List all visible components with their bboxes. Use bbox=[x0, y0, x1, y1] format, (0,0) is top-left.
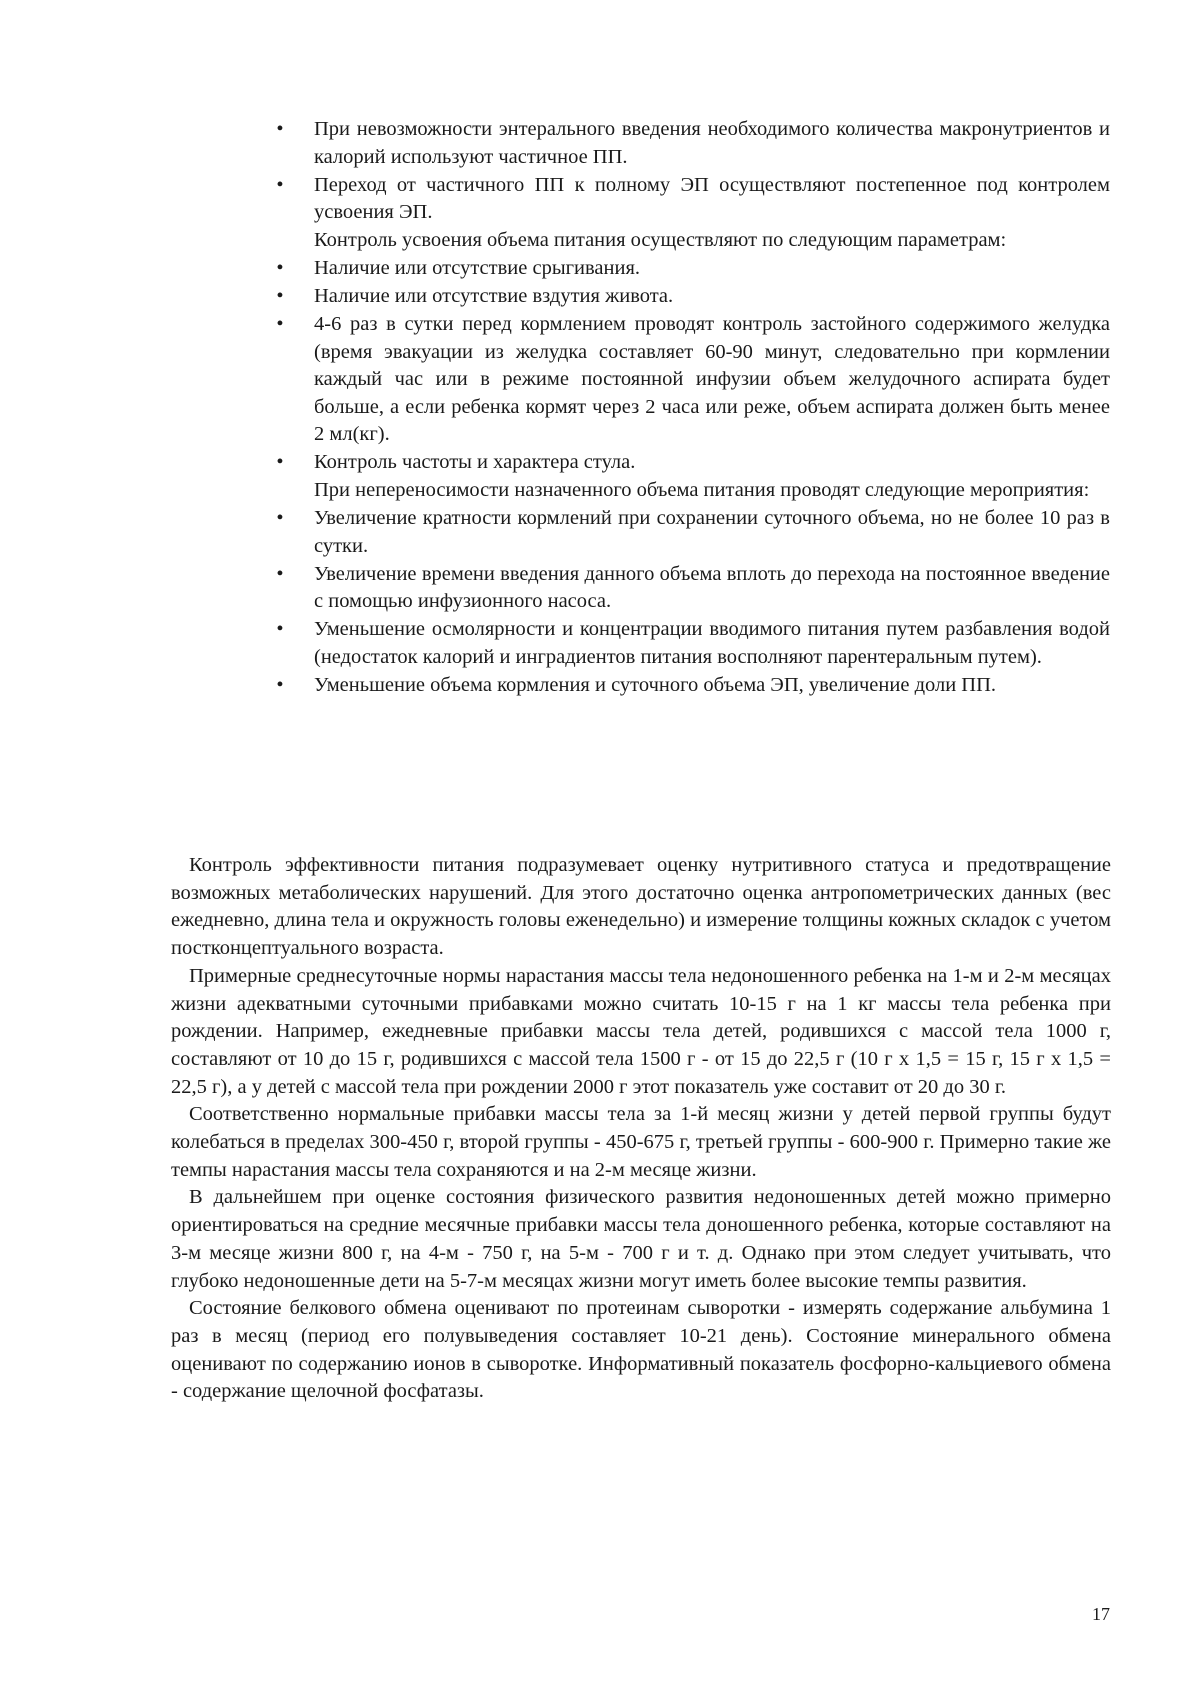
list-item-text: 4-6 раз в сутки перед кормлением проводят контроль застойного содержимого желудка (время эвакуации из желудка составляет 60-90 минут, следовательно при кормлении каждый час или в режиме постоянной инфузии объем желудочного аспирата будет больше, а если ребенка кормят через 2 часа или реже, объем аспирата должен быть менее 2 мл(кг). bbox=[314, 313, 1110, 445]
list-item bbox=[270, 172, 1110, 227]
list-item-text: Увеличение времени введения данного объема вплоть до перехода на постоянное введение с помощью инфузионного насоса. bbox=[314, 562, 1110, 612]
paragraph: Соответственно нормальные прибавки массы тела за 1-й месяц жизни у детей первой группы будут колебаться в пределах 300-450 г, второй группы - 450-675 г, третьей группы - 600-900 г. Примерно такие же темпы нарастания массы тела сохраняются и на 2-м месяце жизни. bbox=[171, 1103, 1111, 1181]
list-item bbox=[270, 449, 1110, 477]
bullet-icon: • bbox=[276, 173, 284, 196]
list-item bbox=[270, 672, 1110, 700]
list-item-text: Увеличение кратности кормлений при сохранении суточного объема, но не более 10 раз в сутки. bbox=[314, 507, 1110, 557]
list-note-text: При непереносимости назначенного объема питания проводят следующие мероприятия: bbox=[314, 479, 1090, 501]
list-item bbox=[270, 616, 1110, 671]
list-note-text: Контроль усвоения объема питания осуществляют по следующим параметрам: bbox=[314, 229, 1007, 251]
bullet-icon: • bbox=[276, 313, 284, 335]
list-item bbox=[270, 311, 1110, 449]
list-item-text: Переход от частичного ПП к полному ЭП осуществляют постепенное под контролем усвоения ЭП. bbox=[314, 173, 1110, 223]
bullet-icon: • bbox=[276, 257, 284, 279]
list-item-text: Уменьшение осмолярности и концентрации вводимого питания путем разбавления водой (недостаток калорий и ингрaдиентов питания восполняют парентеральным путем). bbox=[314, 618, 1110, 668]
bullet-icon: • bbox=[276, 673, 284, 696]
list-item-text: Наличие или отсутствие вздутия живота. bbox=[314, 285, 674, 307]
paragraph: Состояние белкового обмена оценивают по протеинам сыворотки - измерять содержание альбумина 1 раз в месяц (период его полувыведения составляет 10-21 день). Состояние минерального обмена оценивают по содержанию ионов в сыворотке. Информативный показатель фосфорно-кальциевого обмена - содержание щелочной фосфатазы. bbox=[171, 1297, 1111, 1403]
paragraph: В дальнейшем при оценке состояния физического развития недоношенных детей можно примерно ориентироваться на средние месячные прибавки массы тела доношенного ребенка, которые составляют на 3-м месяце жизни 800 г, на 4-м - 750 г, на 5-м - 700 г и т. д. Однако при этом следует учитывать, что глубоко недоношенные дети на 5-7-м месяцах жизни могут иметь более высокие темпы развития. bbox=[171, 1186, 1111, 1292]
bullet-icon: • bbox=[276, 285, 284, 307]
paragraph: Контроль эффективности питания подразумевает оценку нутритивного статуса и предотвращение возможных метаболических нарушений. Для этого достаточно оценка антропометрических данных (вес ежедневно, длина тела и окружность головы еженедельно) и измерение толщины кожных складок с учетом постконцептуального возраста. bbox=[171, 854, 1111, 960]
paragraph: Примерные среднесуточные нормы нарастания массы тела недоношенного ребенка на 1-м и 2-м месяцах жизни адекватными суточными прибавками можно считать 10-15 г на 1 кг массы тела ребенка при рождении. Например, ежедневные прибавки массы тела детей, родившихся с массой тела 1000 г, составляют от 10 до 15 г, родившихся с массой тела 1500 г - от 15 до 22,5 г (10 г х 1,5 = 15 г, 15 г х 1,5 = 22,5 г), а у детей с массой тела при рождении 2000 г этот показатель уже составит от 20 до 30 г. bbox=[171, 964, 1111, 1098]
bullet-icon: • bbox=[276, 618, 284, 640]
list-item-text: Наличие или отсутствие срыгивания. bbox=[314, 257, 640, 279]
list-item bbox=[270, 283, 1110, 311]
bullet-icon: • bbox=[276, 451, 284, 473]
bullet-list bbox=[270, 116, 1110, 700]
body-text bbox=[171, 852, 1111, 1406]
list-note bbox=[270, 477, 1110, 505]
list-item bbox=[270, 505, 1110, 560]
list-item-text: Уменьшение объема кормления и суточного объема ЭП, увеличение доли ПП. bbox=[314, 673, 997, 696]
list-item-text: При невозможности энтерального введения необходимого количества макронутриентов и калорий используют частичное ПП. bbox=[314, 118, 1110, 168]
bullet-icon: • bbox=[276, 562, 284, 585]
list-item bbox=[270, 255, 1110, 283]
bullet-icon: • bbox=[276, 118, 284, 140]
bullet-icon: • bbox=[276, 507, 284, 529]
list-item bbox=[270, 116, 1110, 171]
page-number: 17 bbox=[1092, 1604, 1110, 1624]
list-item-text: Контроль частоты и характера стула. bbox=[314, 451, 636, 473]
list-note bbox=[270, 227, 1110, 255]
list-item bbox=[270, 561, 1110, 616]
